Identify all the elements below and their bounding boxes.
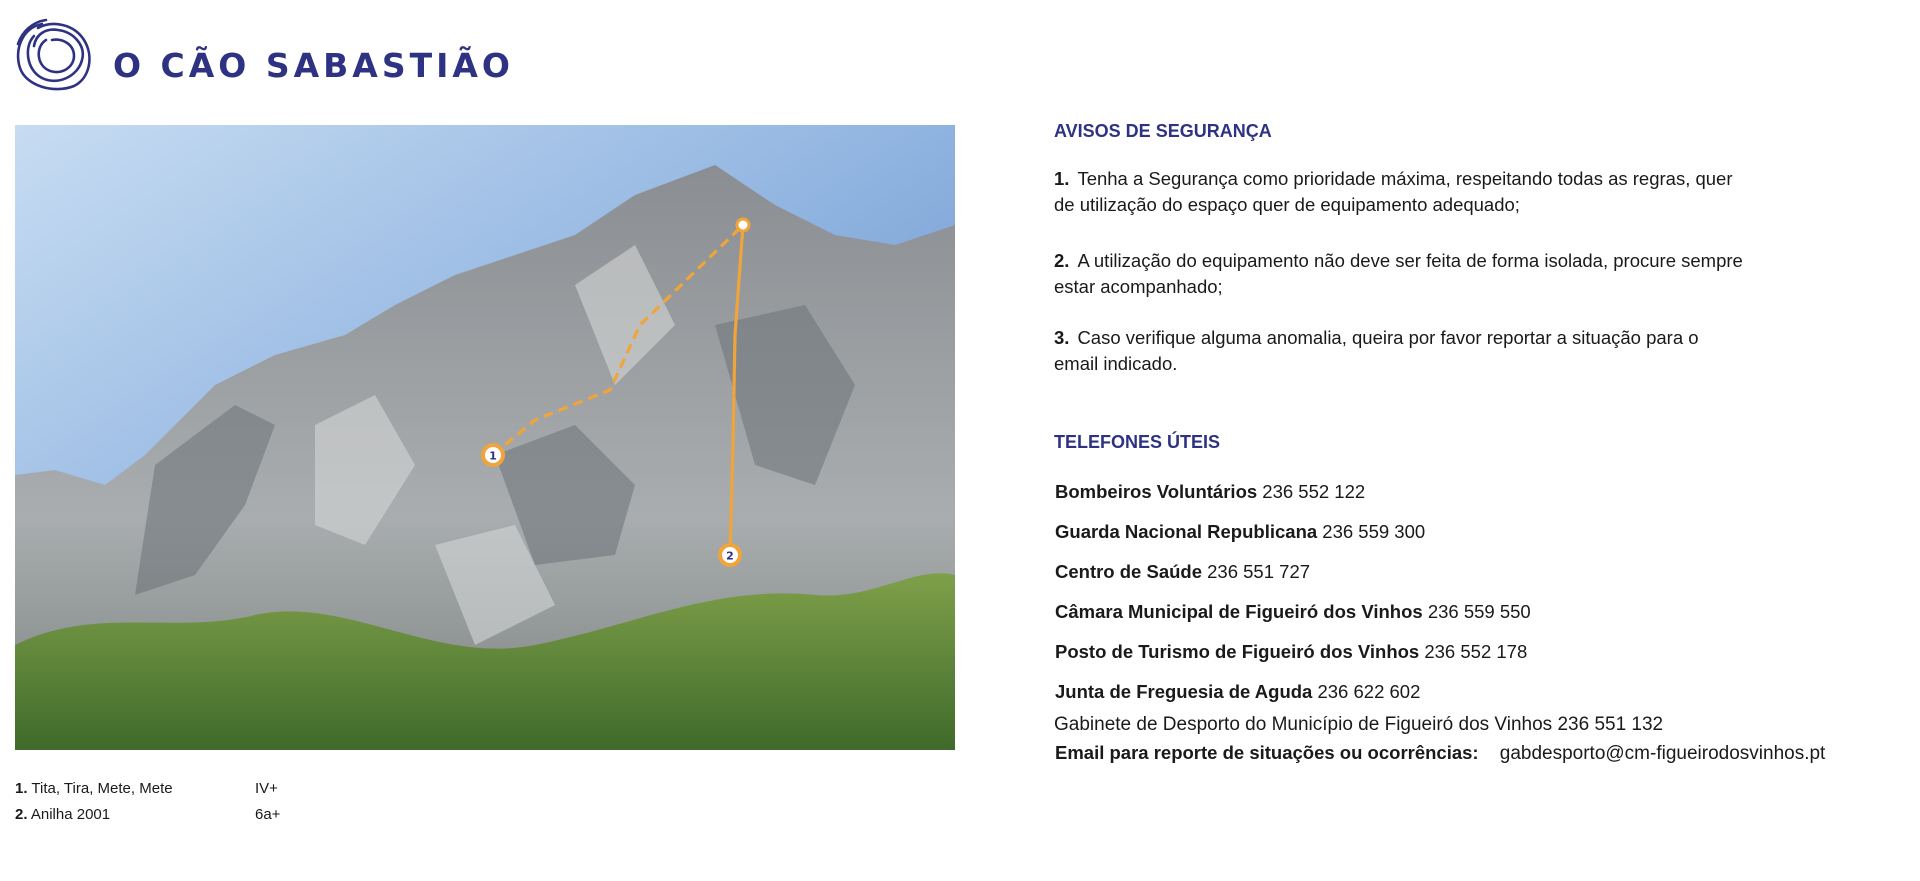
route-marker-2-label: 2 [726,549,734,563]
phone-entry [1055,601,1531,623]
phone-entry [1055,481,1365,503]
safety-item [1054,248,1744,300]
phone-number: 236 552 178 [1424,641,1528,662]
phone-number: 236 559 550 [1427,601,1531,622]
phone-number: 236 622 602 [1317,681,1421,702]
phone-name: Posto de Turismo de Figueiró dos Vinhos [1055,641,1420,662]
route-marker-2 [720,545,740,565]
safety-item-number: 2. [1054,250,1070,271]
safety-item-number: 1. [1054,168,1070,189]
route-name: Tita, Tira, Mete, Mete [31,780,173,797]
phone-name: Bombeiros Voluntários [1055,481,1258,502]
phone-name: Centro de Saúde [1055,561,1202,582]
phones-title: TELEFONES ÚTEIS [1054,432,1221,452]
route-item [15,806,281,832]
page-title: O CÃO SABASTIÃO [113,46,514,85]
phone-entry [1055,681,1420,703]
route-number: 2. [15,806,28,823]
email-link[interactable]: gabdesporto@cm-figueirodosvinhos.pt [1499,743,1826,764]
cliff-photo [15,125,955,750]
safety-item-text: Tenha a Segurança como prioridade máxima, respeitando todas as regras, quer de utilização do espaço quer de equipamento adequado; [1054,168,1733,215]
safety-item-number: 3. [1054,327,1070,348]
phone-name: Junta de Freguesia de Aguda [1055,681,1313,702]
safety-item-text: Caso verifique alguma anomalia, queira por favor reportar a situação para o email indicado. [1054,327,1699,374]
route-name: Anilha 2001 [30,806,111,823]
phone-name: Guarda Nacional Republicana [1055,521,1318,542]
route-marker-1 [483,445,503,465]
email-row [1055,742,1825,765]
scribble-circle-logo-icon [12,16,94,94]
phone-entry [1055,641,1527,663]
email-label: Email para reporte de situações ou ocorrências: [1055,742,1479,763]
phone-entry [1055,521,1425,543]
route-grade: IV+ [255,780,278,797]
route-legend [15,780,281,832]
gabinete-contact: Gabinete de Desporto do Município de Figueiró dos Vinhos 236 551 132 [1054,714,1664,735]
safety-item [1054,325,1744,377]
route-top-anchor [737,219,749,231]
phone-name: Câmara Municipal de Figueiró dos Vinhos [1055,601,1423,622]
safety-item-text: A utilização do equipamento não deve ser feita de forma isolada, procure sempre estar acompanhado; [1054,250,1743,297]
safety-item [1054,166,1744,218]
phone-entry [1055,561,1310,583]
phone-number: 236 551 727 [1207,561,1311,582]
route-item [15,780,278,806]
route-number: 1. [15,780,28,797]
route-grade: 6a+ [255,806,281,823]
phone-number: 236 559 300 [1322,521,1426,542]
phone-number: 236 552 122 [1262,481,1366,502]
route-marker-1-label: 1 [489,449,497,463]
safety-title: AVISOS DE SEGURANÇA [1054,121,1272,141]
